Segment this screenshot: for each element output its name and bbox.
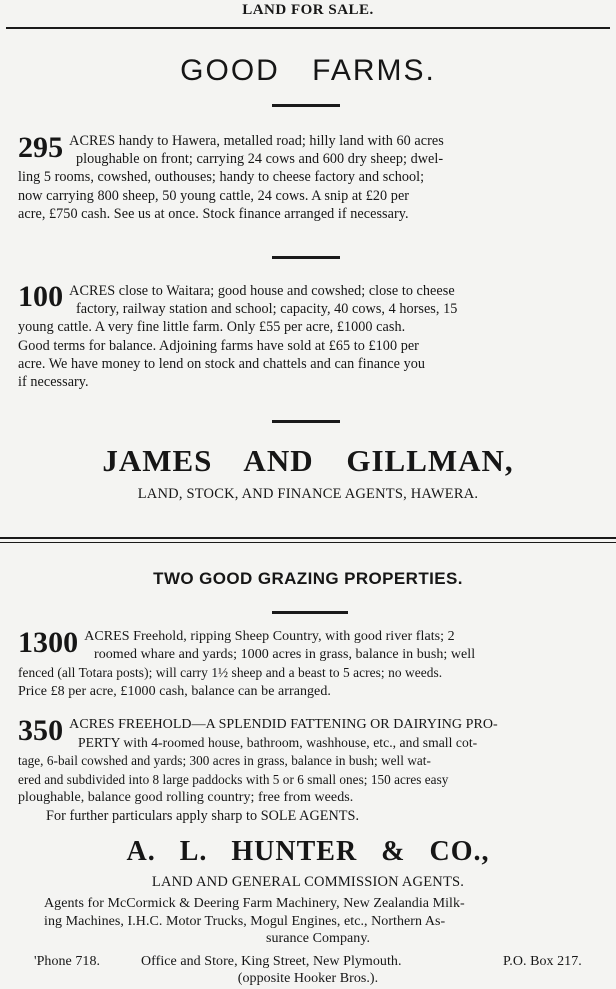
ad-header: LAND FOR SALE. [242,2,374,18]
ad-title: GOOD FARMS. [180,54,436,87]
further-particulars: For further particulars apply sharp to SOLE AGENTS. [46,808,360,824]
listing-350 [18,716,612,807]
listing-line: ered and subdivided into 8 large paddocks with 5 or 6 small ones; 150 acres easy [18,771,449,787]
listing-100 [18,282,598,391]
listing-line: factory, railway station and school; capacity, 40 cows, 4 horses, 15 [76,301,458,318]
listing-line: ploughable on front; carrying 24 cows and 600 dry sheep; dwel- [76,151,444,168]
title-divider [272,104,340,107]
ad-separator-thin [0,542,616,543]
listing-295 [18,132,598,223]
phone-number: 'Phone 718. [34,954,101,969]
opposite-note: (opposite Hooker Bros.). [237,971,379,986]
ad-title: TWO GOOD GRAZING PROPERTIES. [153,569,463,588]
divider [272,256,340,259]
agent-name: A. L. HUNTER & CO., [126,836,490,867]
agents-line: surance Company. [265,931,371,946]
listing-line: young cattle. A very fine little farm. Only £55 per acre, £1000 cash. [18,319,406,336]
listing-number: 100 [18,280,64,313]
listing-line: if necessary. [18,374,89,391]
listing-first-line: ACRES close to Waitara; good house and cowshed; close to cheese [69,283,455,299]
listing-number: 1300 [18,626,79,659]
listing-number: 350 [18,714,64,747]
listing-line: ling 5 rooms, cowshed, outhouses; handy to cheese factory and school; [18,169,425,186]
listing-line: tage, 6-bail cowshed and yards; 300 acres in grass, balance in bush; well wat- [18,753,431,769]
agents-for-block [44,895,592,948]
ad-separator [0,537,616,539]
listing-line: fenced (all Totara posts); will carry 1½ sheep and a beast to 5 acres; no weeds. [18,665,443,681]
listing-line: ploughable, balance good rolling country; free from weeds. [18,789,354,805]
listing-first-line: ACRES FREEHOLD—A SPLENDID FATTENING OR DAIRYING PRO- [69,717,498,732]
agent-tagline: LAND AND GENERAL COMMISSION AGENTS. [151,874,465,890]
listing-1300 [18,628,612,701]
listing-number: 295 [18,131,64,164]
listing-line: acre, £750 cash. See us at once. Stock finance arranged if necessary. [18,205,409,222]
office-address: Office and Store, King Street, New Plymouth. [141,954,402,969]
listing-line: now carrying 800 sheep, 50 young cattle, 24 cows. A snip at £20 per [18,187,410,204]
listing-line: PERTY with 4-roomed house, bathroom, washhouse, etc., and small cot- [78,735,478,751]
divider [272,420,340,423]
listing-line: Price £8 per acre, £1000 cash, balance can be arranged. [18,683,331,699]
listing-line: acre. We have money to lend on stock and chattels and can finance you [18,355,426,372]
listing-first-line: ACRES Freehold, ripping Sheep Country, with good river flats; 2 [84,629,455,644]
agents-line: ing Machines, I.H.C. Motor Trucks, Mogul Engines, etc., Northern As- [44,913,446,929]
agents-line: Agents for McCormick & Deering Farm Machinery, New Zealandia Milk- [44,896,465,911]
title-divider [272,611,348,614]
agent-name: JAMES AND GILLMAN, [102,443,514,478]
po-box: P.O. Box 217. [503,954,582,969]
listing-first-line: ACRES handy to Hawera, metalled road; hilly land with 60 acres [69,133,444,149]
agent-tagline: LAND, STOCK, AND FINANCE AGENTS, HAWERA. [137,486,479,502]
top-rule [6,27,610,29]
listing-line: Good terms for balance. Adjoining farms have sold at £65 to £100 per [18,337,419,354]
listing-line: roomed whare and yards; 1000 acres in grass, balance in bush; well [94,647,476,663]
